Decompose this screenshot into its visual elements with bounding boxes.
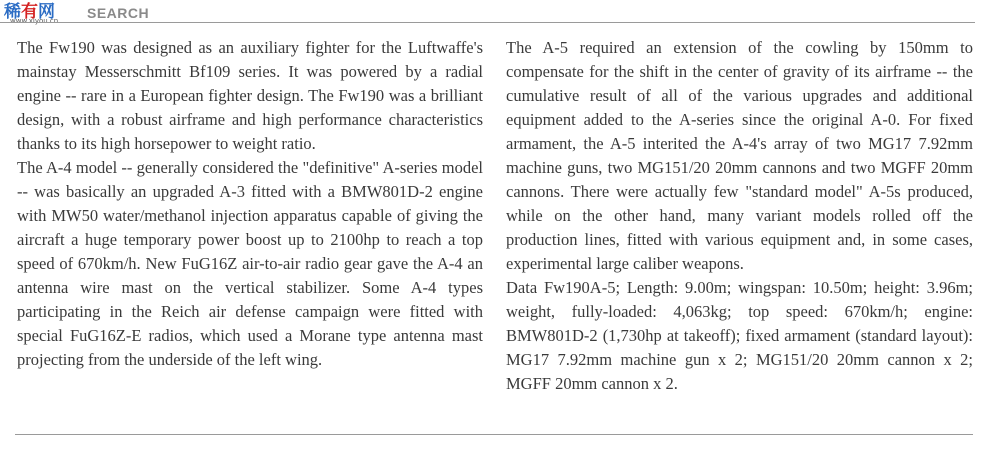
logo-char-1: 稀: [4, 2, 21, 22]
logo-char-3: 网: [38, 2, 55, 22]
search-label[interactable]: SEARCH: [87, 5, 150, 21]
header-divider: [0, 22, 975, 23]
paragraph-fw190-intro: The Fw190 was designed as an auxiliary fighter for the Luftwaffe's mainstay Messerschmitt Bf109 series. It was powered by a radial engine -- rare in a European fighter design. The Fw190 was a brilliant design, with a robust airframe and high performance characteristics thanks to its high horsepower to weight ratio.: [17, 38, 483, 153]
footer-divider: [15, 434, 973, 435]
left-text-column: [17, 36, 483, 372]
right-text-column: [506, 36, 973, 396]
paragraph-a5-data: Data Fw190A-5; Length: 9.00m; wingspan: 10.50m; height: 3.96m; weight, fully-loaded: 4,063kg; top speed: 670km/h; engine: BMW801D-2 (1,730hp at takeoff); fixed armament (standard layout): MG17 7.92mm machine gun x 2; MG151/20 20mm cannon x 2; MGFF 20mm cannon x 2.: [506, 278, 973, 393]
paragraph-a5-model: The A-5 required an extension of the cowling by 150mm to compensate for the shift in the center of gravity of its airframe -- the cumulative result of all of the various upgrades and additional equipment added to the A-series since the original A-0. For fixed armament, the A-5 interited the A-4's array of two MG17 7.92mm machine guns, two MG151/20 20mm cannons and two MGFF 20mm cannons. There were actually few "standard model" A-5s produced, while on the other hand, many variant models rolled off the production lines, fitted with various equipment and, in some cases, experimental large caliber weapons.: [506, 38, 973, 273]
logo-url: www.xiyou.cn: [10, 17, 59, 25]
paragraph-a4-model: The A-4 model -- generally considered the "definitive" A-series model -- was basically an upgraded A-3 fitted with a BMW801D-2 engine with MW50 water/methanol injection apparatus capable of giving the aircraft a huge temporary power boost up to 2100hp to reach a top speed of 670km/h. New FuG16Z air-to-air radio gear gave the A-4 an antenna wire mast on the vertical stabilizer. Some A-4 types participating in the Reich air defense campaign were fitted with special FuG16Z-E radios, which used a Morane type antenna mast projecting from the underside of the left wing.: [17, 158, 483, 369]
page-header: [0, 0, 990, 28]
logo-char-2: 有: [21, 2, 38, 22]
